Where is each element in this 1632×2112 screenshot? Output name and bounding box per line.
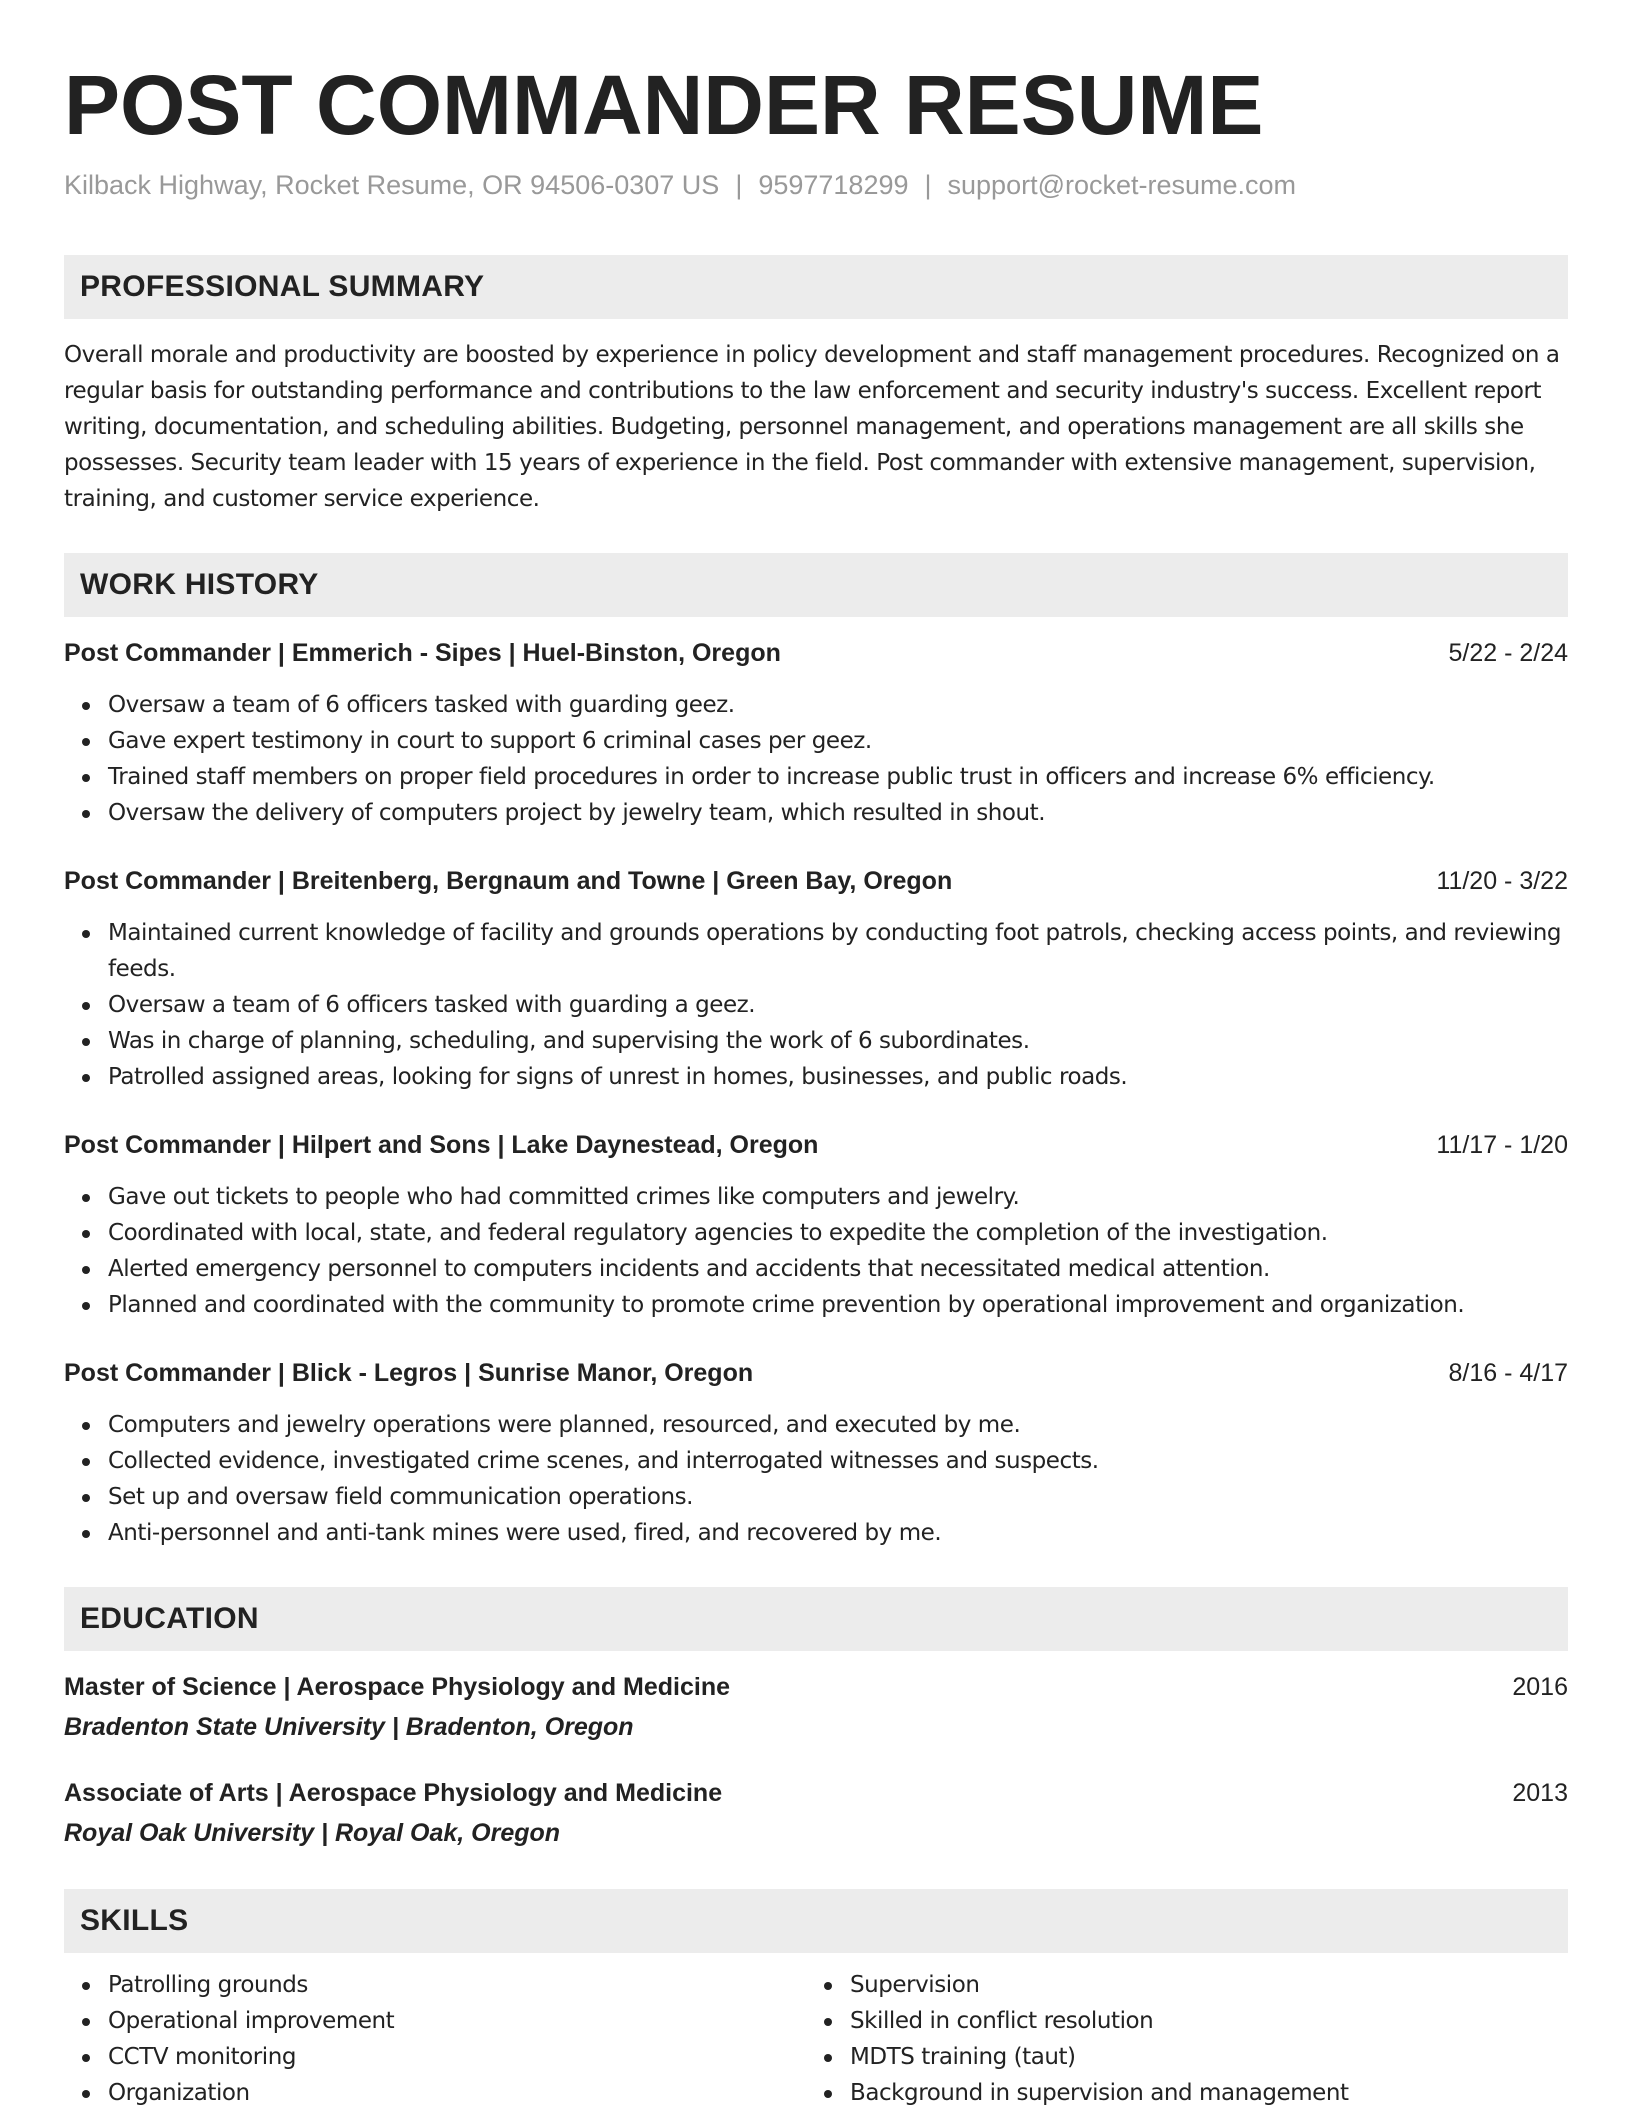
skill-item: Supervision	[806, 1967, 1548, 2003]
contact-phone: 9597718299	[758, 170, 909, 200]
skills-left-column	[64, 1967, 806, 2111]
job-header	[64, 635, 1568, 671]
job-entry	[64, 1127, 1568, 1323]
resume-title: POST COMMANDER RESUME	[64, 58, 1264, 152]
education-degree: Associate of Arts | Aerospace Physiology and Medicine	[64, 1779, 723, 1807]
education-school: Royal Oak University | Royal Oak, Oregon	[64, 1819, 561, 1847]
job-bullet: Gave out tickets to people who had committed crimes like computers and jewelry.	[64, 1179, 1568, 1215]
job-title: Post Commander | Hilpert and Sons | Lake Daynestead, Oregon	[64, 1131, 819, 1159]
education-header	[64, 1775, 1568, 1811]
contact-separator: |	[735, 170, 743, 200]
job-bullet: Anti-personnel and anti-tank mines were used, fired, and recovered by me.	[64, 1515, 1568, 1551]
job-bullet: Maintained current knowledge of facility and grounds operations by conducting foot patrols, checking access points, and reviewing feeds.	[64, 915, 1568, 987]
job-bullets	[64, 1179, 1568, 1323]
job-bullet: Planned and coordinated with the community to promote crime prevention by operational improvement and organization.	[64, 1287, 1568, 1323]
job-dates: 5/22 - 2/24	[1448, 639, 1568, 667]
education-school: Bradenton State University | Bradenton, Oregon	[64, 1713, 634, 1741]
job-bullet: Coordinated with local, state, and federal regulatory agencies to expedite the completion of the investigation.	[64, 1215, 1568, 1251]
contact-separator: |	[924, 170, 932, 200]
skill-item: Operational improvement	[64, 2003, 806, 2039]
job-bullets	[64, 1407, 1568, 1551]
education-heading: EDUCATION	[64, 1587, 1568, 1651]
contact-email: support@rocket-resume.com	[947, 170, 1297, 200]
skill-item: Patrolling grounds	[64, 1967, 806, 2003]
resume-page	[64, 0, 1568, 2111]
job-dates: 11/20 - 3/22	[1436, 867, 1568, 895]
job-bullet: Oversaw a team of 6 officers tasked with guarding a geez.	[64, 987, 1568, 1023]
job-title: Post Commander | Emmerich - Sipes | Huel-Binston, Oregon	[64, 639, 781, 667]
job-bullet: Oversaw the delivery of computers project by jewelry team, which resulted in shout.	[64, 795, 1568, 831]
skill-item: CCTV monitoring	[64, 2039, 806, 2075]
contact-line	[64, 167, 1568, 203]
job-dates: 8/16 - 4/17	[1448, 1359, 1568, 1387]
education-year: 2016	[1512, 1673, 1568, 1701]
job-title: Post Commander | Blick - Legros | Sunrise Manor, Oregon	[64, 1359, 754, 1387]
education-header	[64, 1669, 1568, 1705]
job-bullet: Alerted emergency personnel to computers incidents and accidents that necessitated medical attention.	[64, 1251, 1568, 1287]
job-bullet: Trained staff members on proper field procedures in order to increase public trust in officers and increase 6% efficiency.	[64, 759, 1568, 795]
job-bullets	[64, 915, 1568, 1095]
job-entry	[64, 1355, 1568, 1551]
job-entry	[64, 863, 1568, 1095]
skill-item: MDTS training (taut)	[806, 2039, 1548, 2075]
job-bullet: Oversaw a team of 6 officers tasked with guarding geez.	[64, 687, 1568, 723]
job-entry	[64, 635, 1568, 831]
skill-item: Skilled in conflict resolution	[806, 2003, 1548, 2039]
job-bullets	[64, 687, 1568, 831]
work-history-heading: WORK HISTORY	[64, 553, 1568, 617]
job-bullet: Was in charge of planning, scheduling, and supervising the work of 6 subordinates.	[64, 1023, 1568, 1059]
job-header	[64, 1355, 1568, 1391]
summary-text: Overall morale and productivity are boosted by experience in policy development and staff management procedures. Recognized on a regular basis for outstanding performance and contributions to the law enforcement and security industry's success. Excellent report writing, documentation, and scheduling abilities. Budgeting, personnel management, and operations management are all skills she possesses. Security team leader with 15 years of experience in the field. Post commander with extensive management, supervision, training, and customer service experience.	[64, 342, 1560, 512]
job-header	[64, 863, 1568, 899]
contact-address: Kilback Highway, Rocket Resume, OR 94506-0307 US	[64, 170, 720, 200]
job-bullet: Gave expert testimony in court to support 6 criminal cases per geez.	[64, 723, 1568, 759]
education-entry	[64, 1669, 1568, 1745]
job-bullet: Computers and jewelry operations were planned, resourced, and executed by me.	[64, 1407, 1568, 1443]
job-header	[64, 1127, 1568, 1163]
job-title: Post Commander | Breitenberg, Bergnaum and Towne | Green Bay, Oregon	[64, 867, 953, 895]
education-degree: Master of Science | Aerospace Physiology and Medicine	[64, 1673, 731, 1701]
education-entry	[64, 1775, 1568, 1851]
job-dates: 11/17 - 1/20	[1436, 1131, 1568, 1159]
job-bullet: Patrolled assigned areas, looking for signs of unrest in homes, businesses, and public roads.	[64, 1059, 1568, 1095]
skills-heading: SKILLS	[64, 1889, 1568, 1953]
skill-item: Organization	[64, 2075, 806, 2111]
education-year: 2013	[1512, 1779, 1568, 1807]
summary-heading: PROFESSIONAL SUMMARY	[64, 255, 1568, 319]
job-bullet: Collected evidence, investigated crime scenes, and interrogated witnesses and suspects.	[64, 1443, 1568, 1479]
job-bullet: Set up and oversaw field communication operations.	[64, 1479, 1568, 1515]
skills-right-column	[806, 1967, 1548, 2111]
skills-columns	[64, 1967, 1568, 2111]
skill-item: Background in supervision and management	[806, 2075, 1548, 2111]
